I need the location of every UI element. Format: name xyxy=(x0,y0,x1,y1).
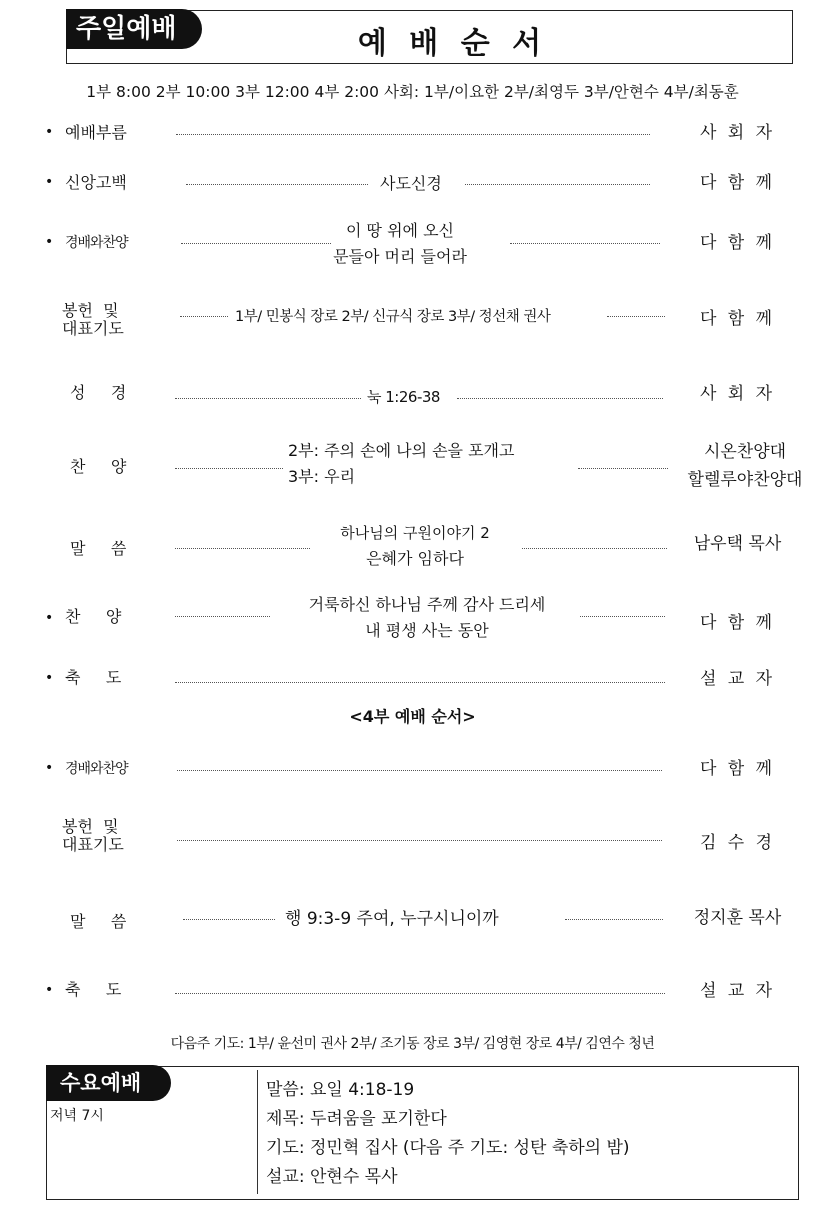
leader-dots xyxy=(175,616,270,617)
item-label xyxy=(62,818,124,854)
item-label-line: 대표기도 xyxy=(62,835,124,854)
item-label: 경배와찬양 xyxy=(65,761,128,777)
item-label: 경배와찬양 xyxy=(65,235,128,251)
leader-dots xyxy=(510,243,660,244)
fourth-service-heading: <4부 예배 순서> xyxy=(349,707,476,726)
bullet: • xyxy=(45,124,54,140)
sunday-service-badge: 주일예배 xyxy=(66,9,202,49)
item-content-line: 하나님의 구원이야기 2 xyxy=(340,524,490,542)
leader-dots xyxy=(522,548,667,549)
bullet: • xyxy=(45,760,54,776)
order-item-offering xyxy=(45,302,805,342)
item-leader: 설 교 자 xyxy=(699,981,776,1001)
item-label: 찬 양 xyxy=(70,457,127,476)
item-leader: 설 교 자 xyxy=(699,669,776,689)
item-leader: 다 함 께 xyxy=(699,309,776,329)
order-item-choir xyxy=(45,438,805,498)
leader-dots xyxy=(177,770,662,771)
leader-dots xyxy=(578,468,668,469)
item-content-line: 문들아 머리 들어라 xyxy=(333,247,467,266)
leader-dots xyxy=(175,548,310,549)
choir-name: 시온찬양대 xyxy=(703,442,787,462)
item-content: 눅 1:26-38 xyxy=(367,388,440,406)
wednesday-time: 저녁 7시 xyxy=(50,1108,104,1124)
leader-dots xyxy=(175,682,665,683)
leader-dots xyxy=(177,840,662,841)
item-leader: 사 회 자 xyxy=(699,123,776,143)
item-content-line: 내 평생 사는 동안 xyxy=(365,621,489,640)
service-times: 1부 8:00 2부 10:00 3부 12:00 4부 2:00 사회: 1부/이요한 2부/최영두 3부/안현수 4부/최동훈 xyxy=(86,83,739,101)
leader-dots xyxy=(607,316,665,317)
item-label: 예배부름 xyxy=(65,123,127,142)
wednesday-scripture: 말씀: 요일 4:18-19 xyxy=(266,1080,415,1100)
wednesday-divider xyxy=(257,1070,258,1194)
item-leader xyxy=(675,438,815,494)
item-leader: 다 함 께 xyxy=(699,173,776,193)
item-content: 사도신경 xyxy=(380,174,442,193)
wednesday-prayer: 기도: 정민혁 집사 (다음 주 기도: 성탄 축하의 밤) xyxy=(266,1138,630,1158)
item-label: 찬 양 xyxy=(65,607,122,626)
item-label: 신앙고백 xyxy=(65,173,127,192)
choir-name: 할렐루야찬양대 xyxy=(687,470,803,490)
item-content-line: 3부: 우리 xyxy=(288,467,356,486)
item-content-line: 이 땅 위에 오신 xyxy=(346,221,454,240)
item-content xyxy=(288,438,514,490)
leader-dots xyxy=(186,184,368,185)
leader-dots xyxy=(180,316,228,317)
item-label xyxy=(62,302,124,338)
wednesday-details xyxy=(266,1076,630,1192)
wednesday-preacher: 설교: 안현수 목사 xyxy=(266,1167,398,1187)
leader-dots xyxy=(181,243,331,244)
leader-dots xyxy=(565,919,663,920)
order-item-call-to-worship xyxy=(45,122,805,148)
item-label-line: 봉헌 및 xyxy=(62,817,119,836)
item-leader: 사 회 자 xyxy=(699,384,776,404)
order-item-benediction xyxy=(45,668,805,694)
leader-dots xyxy=(175,468,283,469)
item-leader: 다 함 께 xyxy=(699,759,776,779)
bullet: • xyxy=(45,982,54,998)
item-content-line: 거룩하신 하나님 주께 감사 드리세 xyxy=(308,595,546,614)
leader-dots xyxy=(580,616,665,617)
item-label: 성 경 xyxy=(70,383,127,402)
item-leader: 김 수 경 xyxy=(699,833,776,853)
item-label: 축 도 xyxy=(65,980,122,999)
item-content-line: 2부: 주의 손에 나의 손을 포개고 xyxy=(288,441,515,460)
leader-dots xyxy=(457,398,663,399)
order-item-praise xyxy=(45,218,805,274)
bullet: • xyxy=(45,234,54,250)
order-item-hymn xyxy=(45,594,805,650)
item-leader: 정지훈 목사 xyxy=(693,908,782,928)
item-label-line: 대표기도 xyxy=(62,319,124,338)
leader-dots xyxy=(176,134,650,135)
item-content-line: 은혜가 임하다 xyxy=(366,549,464,568)
leader-dots xyxy=(175,398,361,399)
item-content: 행 9:3-9 주여, 누구시니이까 xyxy=(285,909,499,929)
wednesday-title: 제목: 두려움을 포기한다 xyxy=(266,1109,447,1129)
item-leader: 다 함 께 xyxy=(699,233,776,253)
item-label: 말 씀 xyxy=(70,539,127,558)
item-content xyxy=(277,592,577,644)
item-label: 말 씀 xyxy=(70,912,127,931)
bullet: • xyxy=(45,174,54,190)
leader-dots xyxy=(465,184,650,185)
bullet: • xyxy=(45,670,54,686)
order4-item-offering xyxy=(45,818,805,858)
wednesday-service-badge: 수요예배 xyxy=(46,1065,171,1101)
order4-item-benediction xyxy=(45,980,805,1006)
item-content: 1부/ 민봉식 장로 2부/ 신규식 장로 3부/ 정선채 권사 xyxy=(235,309,551,325)
leader-dots xyxy=(183,919,275,920)
order-item-scripture xyxy=(45,382,805,408)
item-leader: 다 함 께 xyxy=(699,613,776,633)
leader-dots xyxy=(175,993,665,994)
page-title: 예 배 순 서 xyxy=(357,26,548,61)
item-content xyxy=(315,218,485,270)
item-label-line: 봉헌 및 xyxy=(62,301,119,320)
order-item-creed xyxy=(45,172,805,198)
bullet: • xyxy=(45,610,54,626)
next-week-prayer: 다음주 기도: 1부/ 윤선미 권사 2부/ 조기동 장로 3부/ 김영현 장로 4부/ 김연수 청년 xyxy=(170,1036,655,1052)
order-item-sermon xyxy=(45,522,805,574)
item-leader: 남우택 목사 xyxy=(693,534,782,554)
order4-item-praise xyxy=(45,757,805,783)
order4-item-sermon xyxy=(45,904,805,930)
item-label: 축 도 xyxy=(65,668,122,687)
item-content xyxy=(315,520,515,572)
